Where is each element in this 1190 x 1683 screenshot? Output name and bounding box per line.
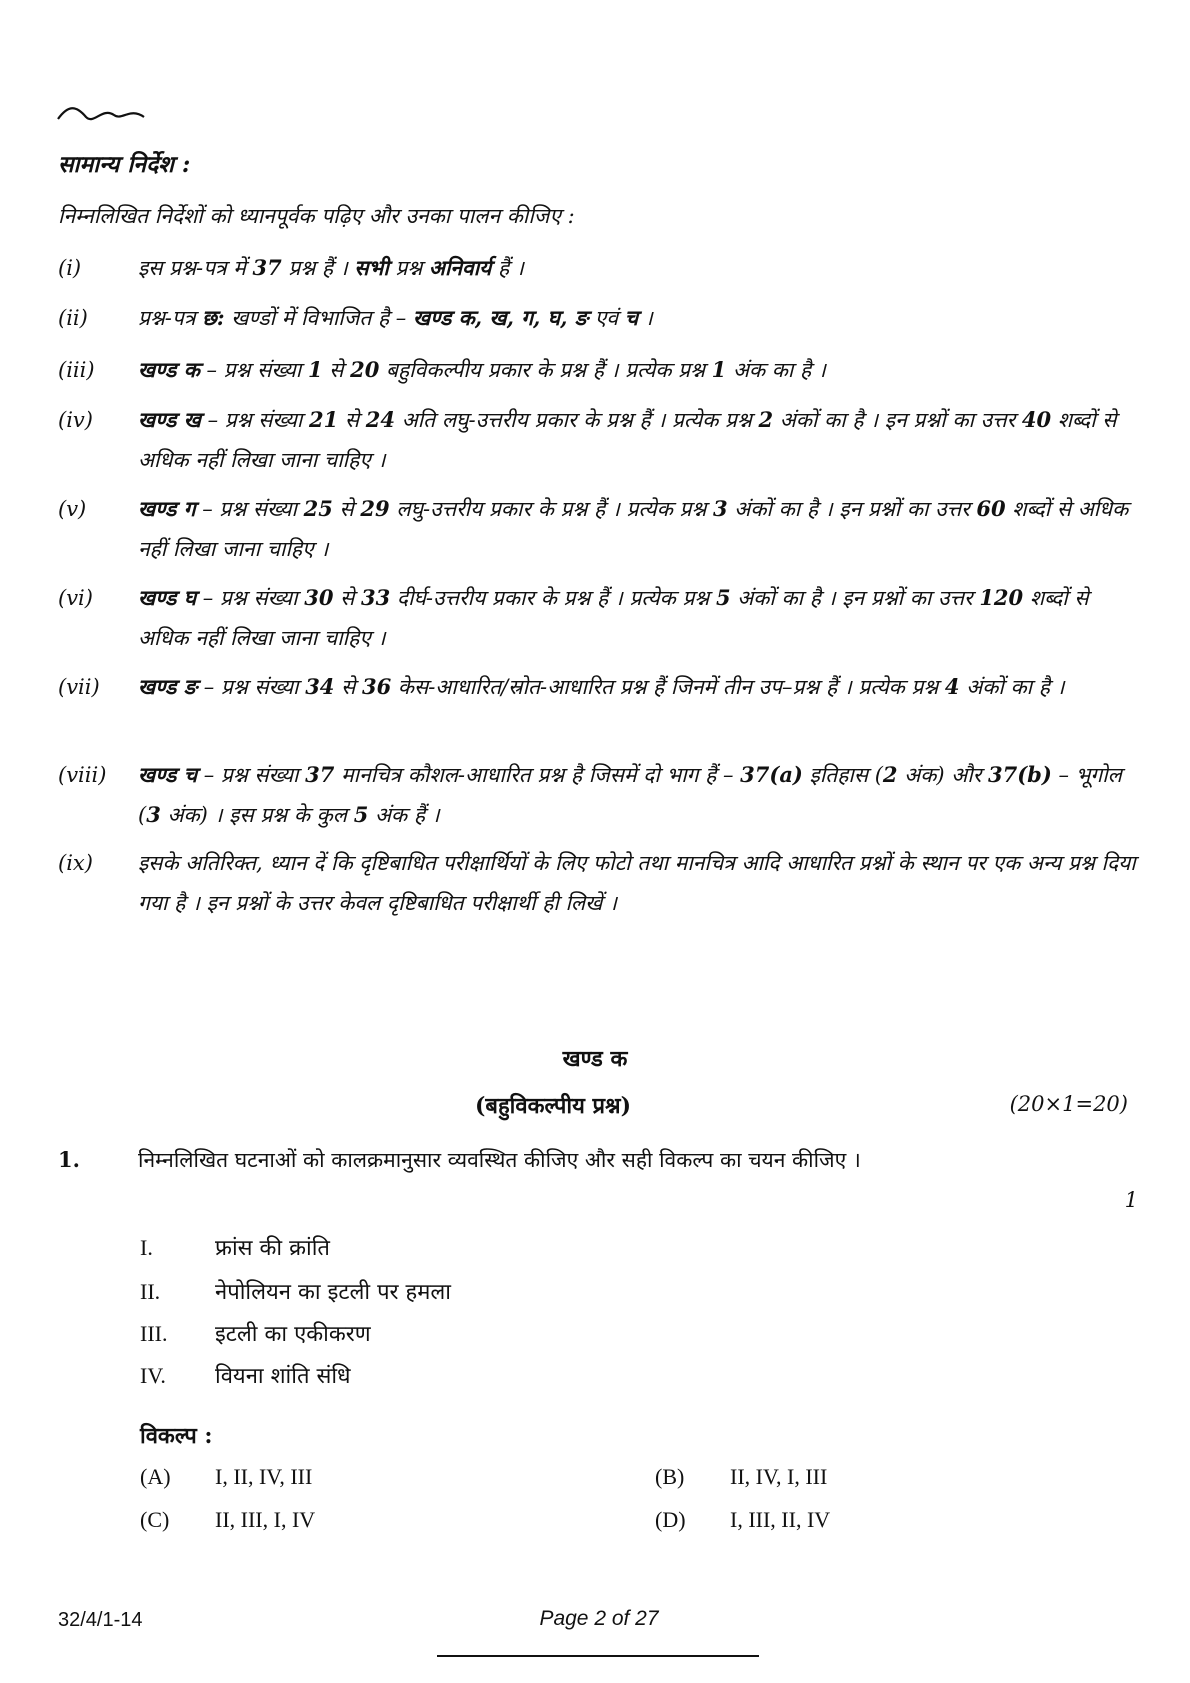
option-letter: (B): [655, 1464, 685, 1489]
instruction-item: [58, 350, 1138, 390]
event-numeral: III.: [140, 1321, 168, 1346]
section-marks: (20×1=20): [1009, 1092, 1128, 1116]
instruction-item: [58, 755, 1138, 835]
paper-code: 32/4/1-14: [58, 1609, 143, 1631]
instruction-number: (ii): [58, 306, 88, 330]
option-b[interactable]: [655, 1464, 827, 1490]
instruction-text: इसके अतिरिक्त, ध्यान दें कि दृष्टिबाधित परीक्षार्थियों के लिए फोटो तथा मानचित्र आदि आधारित प्रश्नों के स्थान पर एक अन्य प्रश्न दिया गया है । इन प्रश्नों के उत्तर केवल दृष्टिबाधित परीक्षार्थी ही लिखें ।: [138, 851, 1136, 915]
section-title: खण्ड क: [562, 1046, 628, 1072]
options-label: विकल्प :: [140, 1423, 213, 1449]
instruction-item: [58, 248, 1138, 288]
option-c[interactable]: [140, 1507, 315, 1533]
option-letter: (C): [140, 1507, 170, 1532]
instruction-text: खण्ड घ – प्रश्न संख्या 30 से 33 दीर्घ-उत्तरीय प्रकार के प्रश्न हैं । प्रत्येक प्रश्न 5 अंकों का है । इन प्रश्नों का उत्तर 120 शब्दों से अधिक नहीं लिखा जाना चाहिए ।: [138, 585, 1089, 650]
instruction-number: (iii): [58, 358, 95, 382]
instruction-item: [58, 298, 1138, 338]
instruction-text: खण्ड च – प्रश्न संख्या 37 मानचित्र कौशल-आधारित प्रश्न है जिसमें दो भाग हैं – 37(a) इतिहास (2 अंक) और 37(b) – भूगोल (3 अंक) । इस प्रश्न के कुल 5 अंक हैं ।: [138, 762, 1122, 827]
event-numeral: II.: [140, 1279, 161, 1304]
option-d[interactable]: [655, 1507, 830, 1533]
instruction-number: (vii): [58, 675, 100, 699]
wave-ornament-icon: [56, 103, 146, 125]
question-number: 1.: [58, 1147, 80, 1172]
footer-divider: [437, 1655, 759, 1657]
instruction-text: इस प्रश्न-पत्र में 37 प्रश्न हैं । सभी प्रश्न अनिवार्य हैं ।: [138, 255, 524, 280]
event-numeral: IV.: [140, 1363, 166, 1388]
instruction-number: (viii): [58, 763, 107, 787]
instruction-number: (i): [58, 256, 82, 280]
question-marks: 1: [1124, 1188, 1138, 1212]
instruction-number: (ix): [58, 851, 93, 875]
instruction-item: [58, 843, 1138, 923]
instruction-item: [58, 489, 1138, 569]
instruction-item: [58, 578, 1138, 658]
instructions-intro: निम्नलिखित निर्देशों को ध्यानपूर्वक पढ़िए और उनका पालन कीजिए :: [58, 204, 575, 228]
event-text: वियना शांति संधि: [215, 1364, 351, 1389]
instruction-text: खण्ड ख – प्रश्न संख्या 21 से 24 अति लघु-उत्तरीय प्रकार के प्रश्न हैं । प्रत्येक प्रश्न 2 अंकों का है । इन प्रश्नों का उत्तर 40 शब्दों से अधिक नहीं लिखा जाना चाहिए ।: [138, 407, 1117, 472]
general-instructions-heading: सामान्य निर्देश :: [58, 151, 191, 178]
instruction-text: प्रश्न-पत्र छ: खण्डों में विभाजित है – खण्ड क, ख, ग, घ, ङ एवं च ।: [138, 305, 653, 330]
question-1: [58, 1140, 1138, 1212]
section-subtitle: (बहुविकल्पीय प्रश्न): [475, 1093, 632, 1119]
page-number: Page 2 of 27: [539, 1607, 659, 1630]
option-text: II, IV, I, III: [730, 1464, 828, 1489]
event-text: इटली का एकीकरण: [215, 1322, 371, 1347]
event-numeral: I.: [140, 1235, 153, 1260]
instruction-text: खण्ड क – प्रश्न संख्या 1 से 20 बहुविकल्पीय प्रकार के प्रश्न हैं । प्रत्येक प्रश्न 1 अंक का है ।: [138, 357, 826, 382]
option-a[interactable]: [140, 1464, 312, 1490]
option-text: I, III, II, IV: [730, 1507, 831, 1532]
event-item: [140, 1232, 330, 1262]
option-text: I, II, IV, III: [215, 1464, 313, 1489]
option-letter: (A): [140, 1464, 171, 1489]
event-text: नेपोलियन का इटली पर हमला: [215, 1280, 452, 1305]
instruction-number: (iv): [58, 408, 93, 432]
instruction-text: खण्ड ङ – प्रश्न संख्या 34 से 36 केस-आधारित/स्रोत-आधारित प्रश्न हैं जिनमें तीन उप–प्रश्न हैं । प्रत्येक प्रश्न 4 अंकों का है ।: [138, 674, 1065, 699]
option-letter: (D): [655, 1507, 686, 1532]
event-text: फ्रांस की क्रांति: [215, 1236, 330, 1261]
event-item: [140, 1318, 371, 1348]
instruction-item: [58, 400, 1138, 480]
instruction-number: (vi): [58, 586, 93, 610]
event-item: [140, 1360, 351, 1390]
question-text: निम्नलिखित घटनाओं को कालक्रमानुसार व्यवस्थित कीजिए और सही विकल्प का चयन कीजिए ।: [138, 1148, 861, 1172]
option-text: II, III, I, IV: [215, 1507, 316, 1532]
event-item: [140, 1276, 451, 1306]
instruction-text: खण्ड ग – प्रश्न संख्या 25 से 29 लघु-उत्तरीय प्रकार के प्रश्न हैं । प्रत्येक प्रश्न 3 अंकों का है । इन प्रश्नों का उत्तर 60 शब्दों से अधिक नहीं लिखा जाना चाहिए ।: [138, 496, 1129, 561]
instruction-item: [58, 667, 1138, 707]
instruction-number: (v): [58, 497, 87, 521]
